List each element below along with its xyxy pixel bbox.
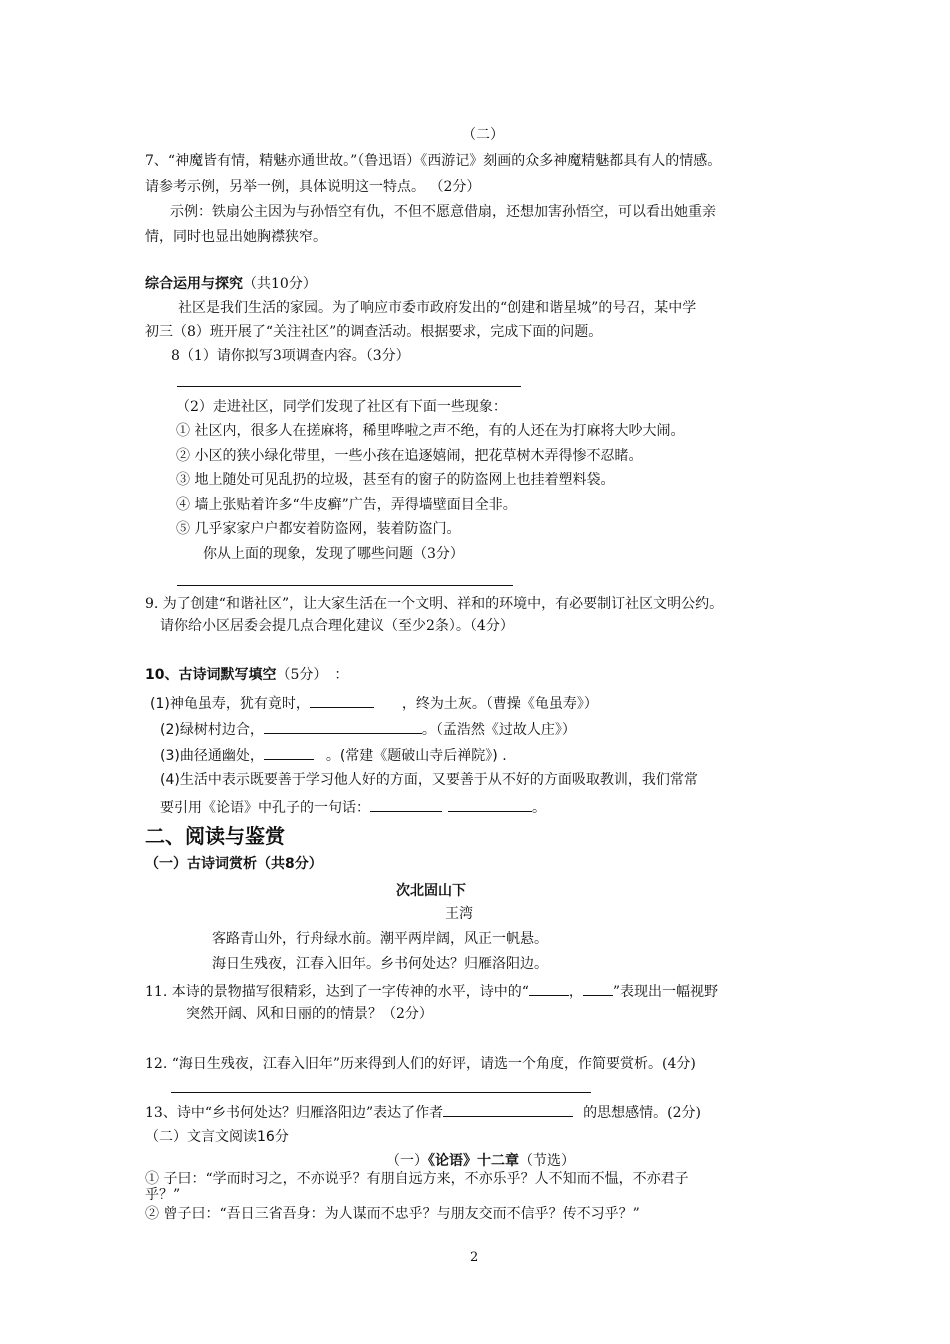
q10-item3-blank[interactable] [264,745,314,760]
part2-sub2-points: 16分 [257,1129,289,1145]
integrated-title: 综合运用与探究 [145,276,243,292]
part2-sub1: （一）古诗词赏析（共8分） [145,856,323,872]
q11-text-a: 11. 本诗的景物描写很精彩，达到了一字传神的水平，诗中的“ [145,984,529,1000]
q8-2: （2）走进社区，同学们发现了社区有下面一些现象： [176,399,507,415]
integrated-intro2: 初三（8）班开展了“关注社区”的调查活动。根据要求，完成下面的问题。 [145,324,603,340]
q10-colon: ： [334,667,349,683]
q10-item2-text-a: (2)绿树村边合， [160,722,264,738]
q10-item1 [150,693,598,713]
poem-line2: 海日生残夜，江春入旧年。乡书何处达？归雁洛阳边。 [212,956,548,972]
q11-sep: ， [568,984,583,1000]
integrated-points: （共10分） [243,276,317,292]
q11-line1 [145,981,718,1001]
q10-heading [145,666,348,684]
q8-2-answer-line[interactable] [177,585,513,586]
lunyu-title [386,1152,575,1170]
phenomenon-5: ⑤ 几乎家家户户都安着防盗网，装着防盗门。 [176,521,461,537]
lunyu-2: ② 曾子曰：“吾日三省吾身：为人谋而不忠乎？与朋友交而不信乎？传不习乎？” [145,1206,640,1222]
phenomenon-3: ③ 地上随处可见乱扔的垃圾，甚至有的窗子的防盗网上也挂着塑料袋。 [176,472,615,488]
q10-item4-text-b: 。 [532,800,546,816]
q9-line1: 9. 为了创建“和谐社区”，让大家生活在一个文明、祥和的环境中，有必要制订社区文明公约。 [145,596,724,612]
q8-1: 8（1）请你拟写3项调查内容。（3分） [171,348,410,364]
phenomenon-2: ② 小区的狭小绿化带里，一些小孩在追逐嬉闹，把花草树木弄得惨不忍睹。 [176,448,643,464]
integrated-intro1: 社区是我们生活的家园。为了响应市委市政府发出的“创建和谐星城”的号召，某中学 [178,300,697,316]
q12-answer-line[interactable] [171,1092,591,1093]
q10-item4-text-a: 要引用《论语》中孔子的一句话： [160,800,370,816]
q7-example2: 情，同时也显出她胸襟狭窄。 [145,229,327,245]
section-heading: （二） [462,127,504,143]
part2-sub2-text: （二）文言文阅读 [145,1129,257,1145]
q13-text-b: 的思想感情。(2分) [583,1105,701,1121]
q13-text-a: 13、诗中“乡书何处达？归雁洛阳边”表达了作者 [145,1105,444,1121]
q10-item4-line1: (4)生活中表示既要善于学习他人好的方面，又要善于从不好的方面吸取教训，我们常常 [160,772,698,788]
q7-line2: 请参考示例，另举一例，具体说明这一特点。 （2分） [145,179,481,195]
page-number: 2 [470,1250,479,1265]
q10-item4-line2 [160,797,546,817]
poem-line1: 客路青山外，行舟绿水前。潮平两岸阔，风正一帆悬。 [212,931,548,947]
q10-item3 [160,745,507,765]
lunyu-title-prefix: （一） [386,1153,428,1169]
lunyu-title-main: 《论语》十二章 [428,1153,519,1169]
q10-item4-blank-2[interactable] [448,797,532,812]
q10-item1-blank[interactable] [310,693,374,708]
q10-item2-blank[interactable] [264,719,422,734]
q13-blank[interactable] [443,1102,573,1117]
poem-title: 次北固山下 [396,883,466,899]
phenomenon-4: ④ 墙上张贴着许多“牛皮癣”广告，弄得墙壁面目全非。 [176,497,517,513]
phenomenon-1: ① 社区内，很多人在搓麻将，稀里哗啦之声不绝，有的人还在为打麻将大吵大闹。 [176,423,685,439]
q12: 12. “海日生残夜，江春入旧年”历来得到人们的好评，请选一个角度，作简要赏析。(4分) [145,1056,696,1072]
q9-line2: 请你给小区居委会提几点合理化建议（至少2条）。（4分） [160,618,514,634]
lunyu-1-line2: 乎？” [145,1187,181,1203]
part2-heading: 二、阅读与鉴赏 [145,824,285,848]
q10-item1-text-b: ，终为土灰。（曹操《龟虽寿》） [401,696,598,712]
q10-item3-text-b: 。(常建《题破山寺后禅院》) . [325,748,507,764]
q10-points: （5分） [276,667,321,683]
q7-line1: 7、“神魔皆有情，精魅亦通世故。”（鲁迅语）《西游记》刻画的众多神魔精魅都具有人的情感。 [145,153,722,169]
q8-2-ask: 你从上面的现象，发现了哪些问题（3分） [203,546,464,562]
q10-title: 10、古诗词默写填空 [145,667,277,683]
q10-item2 [160,719,576,739]
poem-author: 王湾 [445,906,473,922]
q8-1-answer-line[interactable] [177,386,521,387]
part2-sub2 [145,1128,289,1146]
q10-item4-blank-1[interactable] [370,797,442,812]
integrated-heading [145,275,317,293]
q11-blank-2[interactable] [583,981,613,996]
q11-line2: 突然开阔、风和日丽的的情景？（2分） [186,1006,433,1022]
q13 [145,1102,701,1122]
lunyu-1-line1: ① 子曰：“学而时习之，不亦说乎？有朋自远方来，不亦乐乎？人不知而不愠，不亦君子 [145,1171,689,1187]
q10-item3-text-a: (3)曲径通幽处， [160,748,264,764]
q11-blank-1[interactable] [529,981,569,996]
q10-item2-text-b: 。（孟浩然《过故人庄》） [421,722,576,738]
q7-example1: 示例：铁扇公主因为与孙悟空有仇，不但不愿意借扇，还想加害孙悟空，可以看出她重亲 [170,204,716,220]
q10-item1-text-a: (1)神龟虽寿，犹有竟时， [150,696,310,712]
lunyu-title-suffix: （节选） [519,1153,575,1169]
q11-text-b: ”表现出一幅视野 [612,984,719,1000]
